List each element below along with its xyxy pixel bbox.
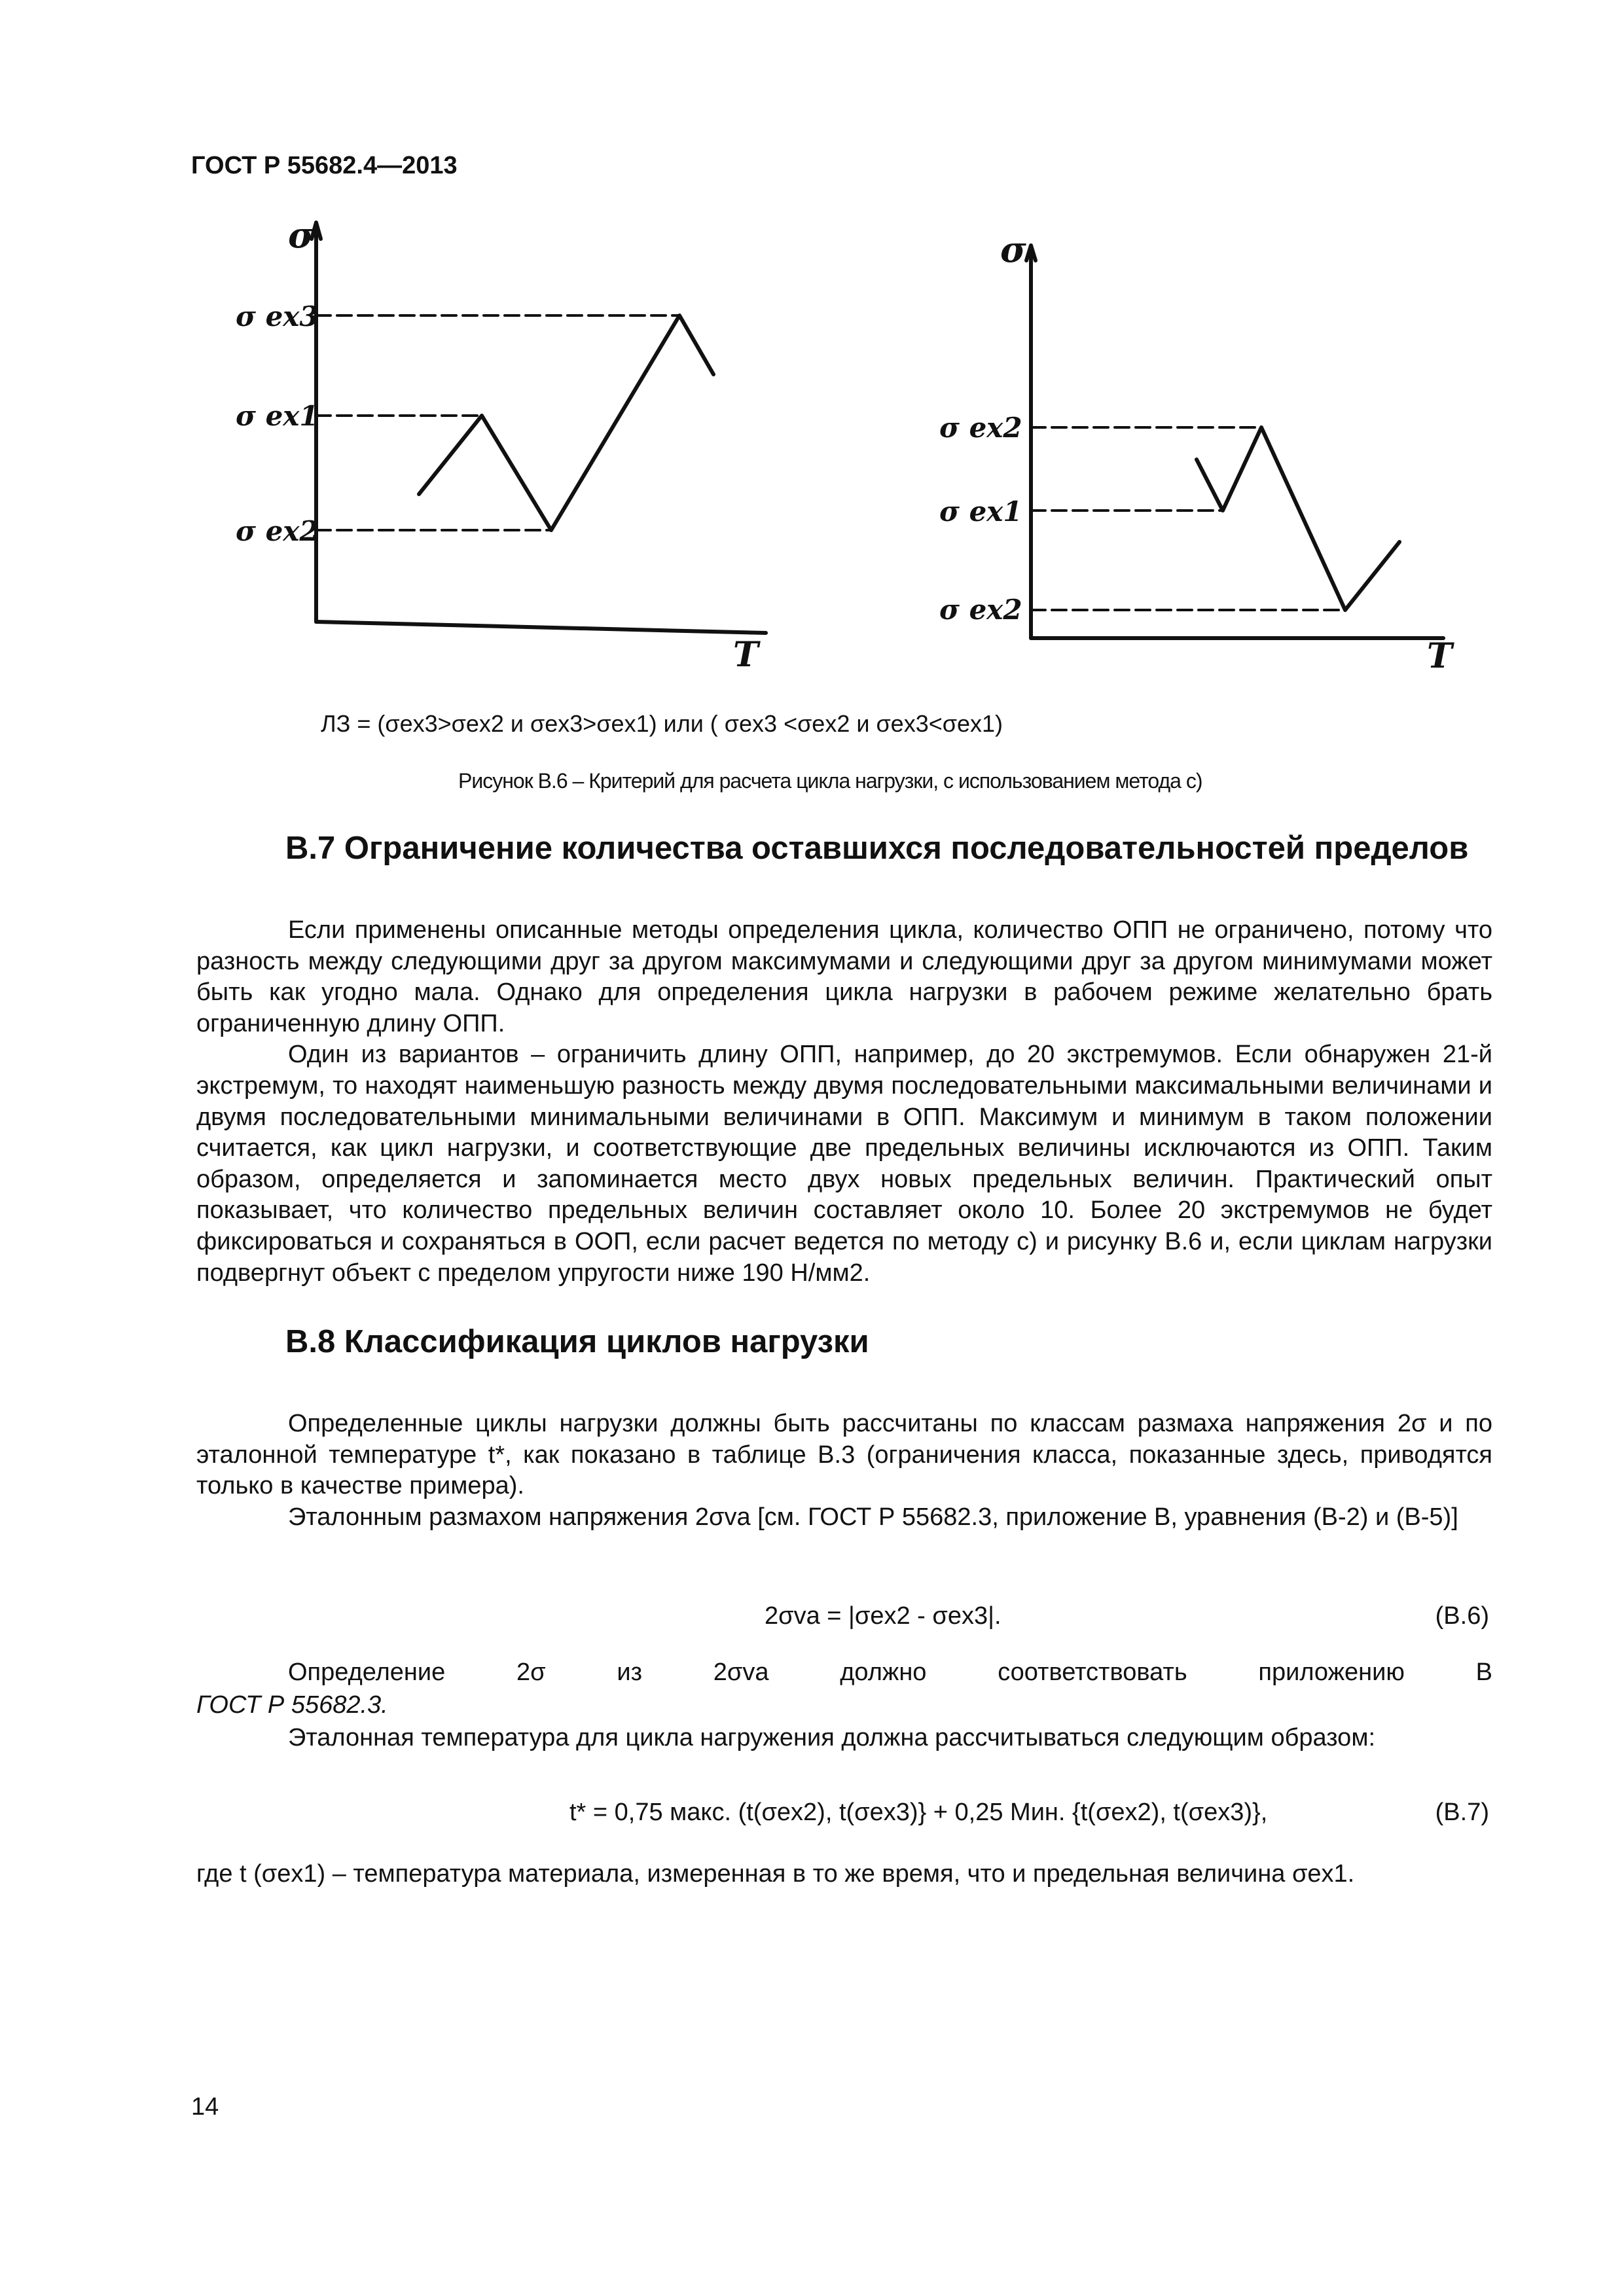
figure-b6	[196, 203, 1492, 700]
section-b7-paragraph-2: Один из вариантов – ограничить длину ОПП, например, до 20 экстремумов. Если обнаружен 21-й экстремум, то находят наименьшую разность между двумя последовательными максимальными величинами и двумя последовательными минимальными величинами в ОПП. Максимум и минимум в таком положении считается, как цикл нагрузки, и соответствующие две предельных величины исключаются из ОПП. Таким образом, определяется и запоминается место двух новых предельных величин. Практический опыт показывает, что количество предельных величин составляет около 10. Более 20 экстремумов не будет фиксироваться и сохраняться в ООП, если расчет ведется по методу с) и рисунку В.6 и, если циклам нагрузки подвергнут объект с пределом упругости ниже 190 Н/мм2.	[196, 1041, 1492, 1287]
left-x-axis	[316, 622, 766, 633]
section-b8-paragraph-3: Эталонная температура для цикла нагружения должна рассчитываться следующим образом:	[288, 1724, 1375, 1751]
definition-line-1	[196, 1656, 1492, 1689]
left-y-label: σ	[288, 214, 314, 256]
left-label-ex1: σ ex1	[236, 400, 319, 432]
figure-caption: Рисунок В.6 – Критерий для расчета цикла нагрузки, с использованием метода с)	[458, 769, 1202, 793]
right-load-path	[1197, 427, 1399, 610]
definition-word: приложению	[1258, 1659, 1405, 1686]
right-label-ex1: σ ex1	[939, 495, 1022, 528]
section-b8-body	[196, 1408, 1492, 1533]
section-b7-title: В.7 Ограничение количества оставшихся последовательностей пределов	[285, 831, 1469, 866]
right-label-ex2-top: σ ex2	[939, 412, 1022, 444]
definition-word: из	[617, 1659, 643, 1686]
equation-b7-number: (В.7)	[1435, 1799, 1489, 1826]
definition-block	[196, 1656, 1492, 1754]
section-b8-title: В.8 Классификация циклов нагрузки	[285, 1324, 869, 1359]
where-clause: где t (σex1) – температура материала, измеренная в то же время, что и предельная величина σex1.	[196, 1860, 1355, 1888]
left-x-label: T	[733, 635, 759, 675]
document-header: ГОСТ Р 55682.4—2013	[191, 152, 458, 179]
figure-condition: ЛЗ = (σex3>σex2 и σex3>σex1) или ( σex3 <σex2 и σex3<σex1)	[321, 710, 1003, 737]
definition-line-2: ГОСТ Р 55682.3.	[196, 1691, 388, 1719]
definition-word: 2σva	[713, 1659, 769, 1686]
equation-b6: 2σva = |σex2 - σex3|.	[765, 1602, 1001, 1630]
section-b8-paragraph-2: Эталонным размахом напряжения 2σva [см. ГОСТ Р 55682.3, приложение В, уравнения (В-2) и (В-5)]	[288, 1503, 1458, 1531]
section-b8-paragraph-1: Определенные циклы нагрузки должны быть рассчитаны по классам размаха напряжения 2σ и по эталонной температуре t*, как показано в таблице В.3 (ограничения класса, показанные здесь, приводятся только в качестве примера).	[196, 1410, 1492, 1500]
definition-word: должно	[840, 1659, 927, 1686]
section-b7-body	[196, 915, 1492, 1289]
right-label-ex2-bottom: σ ex2	[939, 594, 1022, 626]
definition-word: 2σ	[516, 1659, 546, 1686]
left-load-path	[419, 315, 713, 530]
section-b7-paragraph-1: Если применены описанные методы определения цикла, количество ОПП не ограничено, потому что разность между следующими друг за другом максимумами и следующими друг за другом минимумами может быть как угодно мала. Однако для определения цикла нагрузки в рабочем режиме желательно брать ограниченную длину ОПП.	[196, 916, 1492, 1037]
definition-word: Определение	[288, 1659, 446, 1686]
right-y-label: σ	[1000, 228, 1026, 270]
equation-b6-number: (В.6)	[1435, 1602, 1489, 1630]
definition-word: соответствовать	[998, 1659, 1187, 1686]
definition-word: В	[1475, 1659, 1492, 1686]
right-x-label: T	[1427, 636, 1453, 676]
left-label-ex2: σ ex2	[236, 515, 319, 547]
equation-b7: t* = 0,75 макс. (t(σex2), t(σex3)} + 0,25 Мин. {t(σex2), t(σex3)},	[569, 1799, 1268, 1826]
page-number: 14	[191, 2093, 219, 2121]
left-label-ex3: σ ex3	[236, 300, 319, 332]
